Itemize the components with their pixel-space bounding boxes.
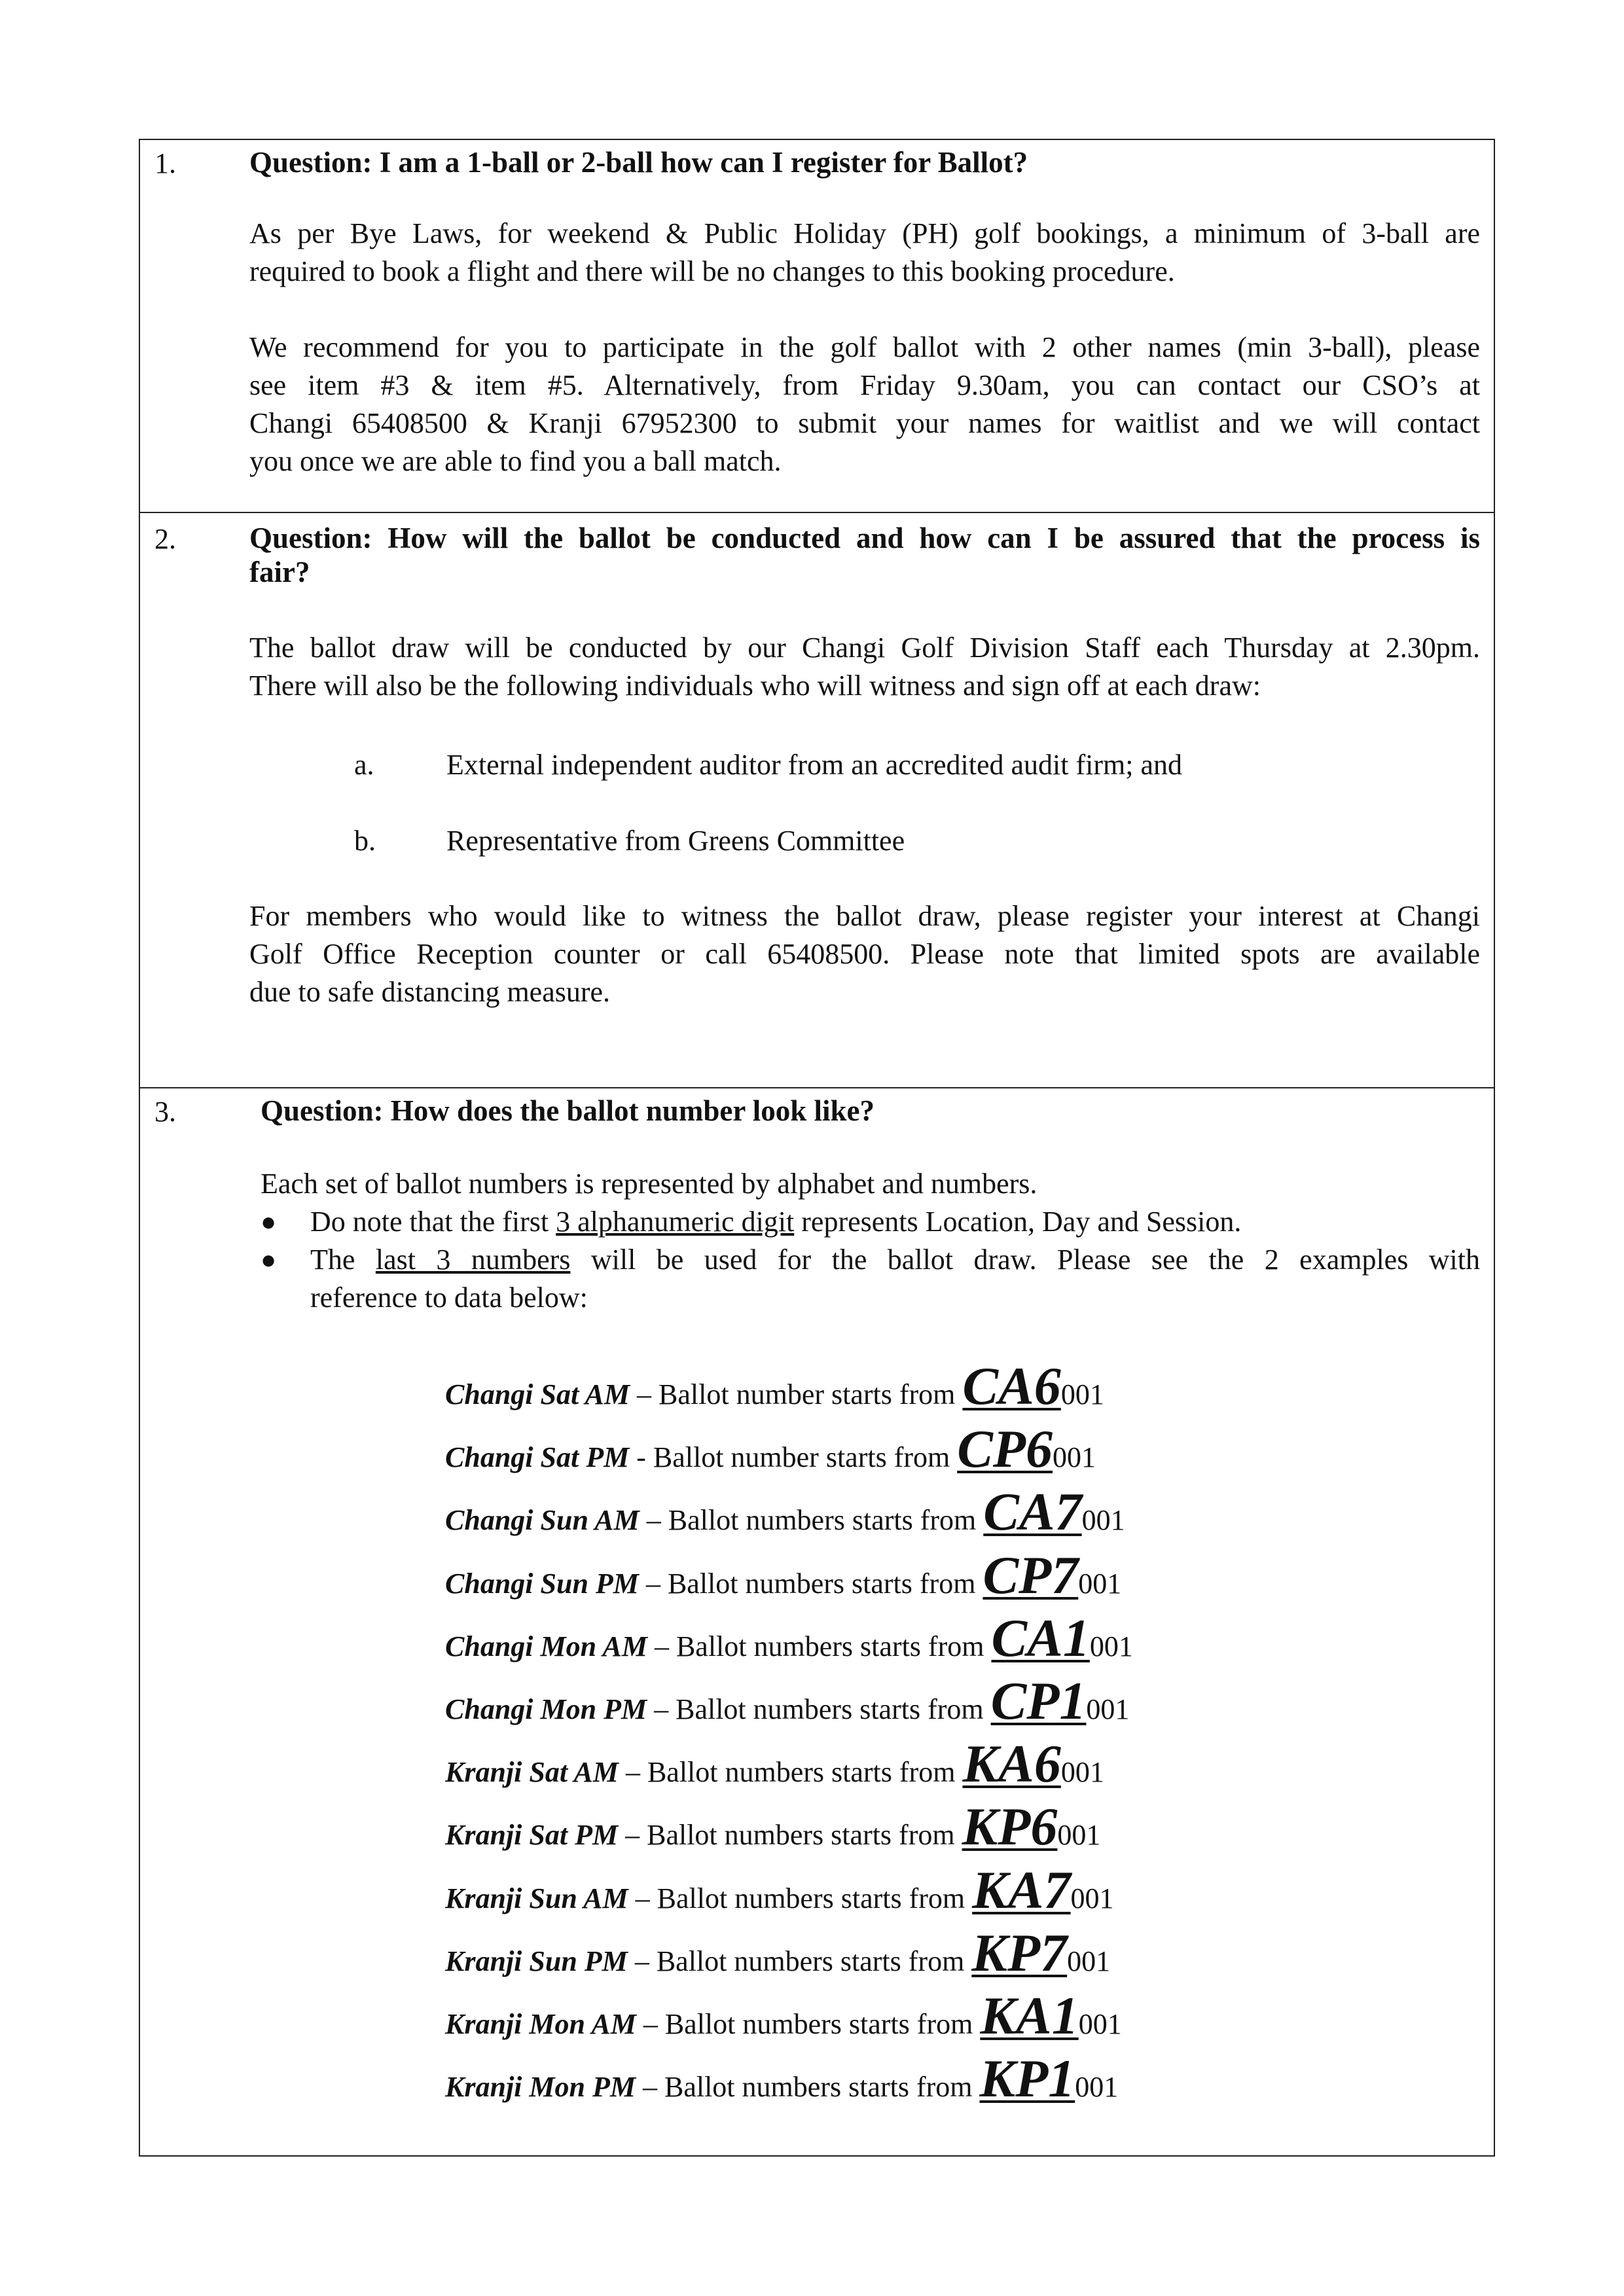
example-code: KA6 bbox=[962, 1734, 1061, 1793]
q3-bullet-1 bbox=[310, 1203, 1241, 1241]
example-location: Changi Sat AM bbox=[445, 1378, 630, 1410]
example-description: – Ballot number starts from bbox=[630, 1378, 963, 1410]
example-location: Kranji Sun AM bbox=[445, 1882, 628, 1914]
example-code: KP7 bbox=[971, 1923, 1068, 1982]
example-code: CA7 bbox=[983, 1482, 1082, 1541]
ballot-example-row bbox=[445, 1923, 1111, 1982]
example-code: KP1 bbox=[979, 2049, 1075, 2108]
ballot-example-row bbox=[445, 1671, 1130, 1731]
q1-question: Question: I am a 1-ball or 2-ball how can I register for Ballot? bbox=[249, 146, 1028, 179]
example-code: CP7 bbox=[983, 1545, 1079, 1605]
example-description: – Ballot numbers starts from bbox=[628, 1882, 973, 1914]
q2-number: 2. bbox=[154, 523, 176, 555]
q2-item-b-text: Representative from Greens Committee bbox=[446, 825, 905, 857]
example-code: CP6 bbox=[957, 1419, 1053, 1479]
example-suffix: 001 bbox=[1053, 1441, 1096, 1473]
q2-para1-line: The ballot draw will be conducted by our Changi Golf Division Staff each Thursday at 2.30pm. bbox=[249, 632, 1480, 664]
example-suffix: 001 bbox=[1057, 1819, 1101, 1851]
ballot-example-row bbox=[445, 1482, 1125, 1541]
example-code: CP1 bbox=[990, 1671, 1087, 1731]
example-location: Changi Mon AM bbox=[445, 1630, 647, 1662]
ballot-example-row bbox=[445, 1608, 1133, 1668]
example-suffix: 001 bbox=[1060, 1756, 1104, 1788]
ballot-example-row bbox=[445, 1986, 1122, 2045]
q2-question-line: Question: How will the ballot be conducted and how can I be assured that the process is bbox=[249, 522, 1480, 554]
ballot-example-row bbox=[445, 2049, 1119, 2108]
example-description: – Ballot numbers starts from bbox=[647, 1693, 991, 1725]
ballot-example-row bbox=[445, 1734, 1104, 1793]
ballot-example-row bbox=[445, 1419, 1096, 1479]
q3-bullet2-pre: The bbox=[310, 1244, 376, 1276]
row-divider-2 bbox=[140, 1087, 1494, 1088]
example-description: - Ballot number starts from bbox=[629, 1441, 958, 1473]
bullet-icon: ● bbox=[261, 1207, 277, 1236]
example-code: CA6 bbox=[962, 1356, 1061, 1416]
example-description: – Ballot numbers starts from bbox=[627, 1945, 972, 1977]
q2-item-b-marker: b. bbox=[354, 825, 376, 857]
bullet-icon: ● bbox=[261, 1245, 277, 1274]
example-suffix: 001 bbox=[1086, 1693, 1130, 1725]
example-description: – Ballot numbers starts from bbox=[639, 1504, 984, 1536]
q1-number: 1. bbox=[154, 147, 176, 179]
example-suffix: 001 bbox=[1067, 1945, 1111, 1977]
q1-para1-line: required to book a flight and there will be no changes to this booking procedure. bbox=[249, 255, 1175, 287]
example-location: Changi Sun AM bbox=[445, 1504, 640, 1536]
example-location: Changi Mon PM bbox=[445, 1693, 647, 1725]
example-suffix: 001 bbox=[1081, 1504, 1125, 1536]
q2-para2-line: For members who would like to witness the ballot draw, please register your interest at Changi bbox=[249, 900, 1480, 932]
example-location: Kranji Sat PM bbox=[445, 1819, 619, 1851]
q1-para1-line: As per Bye Laws, for weekend & Public Holiday (PH) golf bookings, a minimum of 3-ball are bbox=[249, 217, 1480, 249]
ballot-example-row bbox=[445, 1545, 1122, 1605]
q3-number: 3. bbox=[154, 1096, 176, 1128]
q3-bullet2-underlined: last 3 numbers bbox=[375, 1244, 571, 1276]
example-description: – Ballot numbers starts from bbox=[638, 1568, 983, 1600]
q2-item-a-marker: a. bbox=[354, 749, 374, 781]
example-code: KA7 bbox=[972, 1860, 1071, 1920]
example-description: – Ballot numbers starts from bbox=[647, 1630, 992, 1662]
example-location: Changi Sat PM bbox=[445, 1441, 630, 1473]
example-suffix: 001 bbox=[1089, 1630, 1133, 1662]
example-location: Kranji Mon AM bbox=[445, 2008, 636, 2040]
row-divider-1 bbox=[140, 512, 1494, 513]
q1-para2-line: you once we are able to find you a ball match. bbox=[249, 445, 782, 477]
q3-bullet1-pre: Do note that the first bbox=[310, 1206, 556, 1238]
q2-para1-line: There will also be the following individuals who will witness and sign off at each draw: bbox=[249, 670, 1261, 702]
q2-question bbox=[249, 521, 1480, 589]
q1-paragraph-2 bbox=[249, 329, 1480, 480]
q3-intro: Each set of ballot numbers is represented by alphabet and numbers. bbox=[261, 1168, 1038, 1200]
q1-para2-line: see item #3 & item #5. Alternatively, from Friday 9.30am, you can contact our CSO’s at bbox=[249, 369, 1480, 401]
q1-para2-line: We recommend for you to participate in the golf ballot with 2 other names (min 3-ball), please bbox=[249, 331, 1480, 363]
example-description: – Ballot numbers starts from bbox=[636, 2008, 981, 2040]
ballot-example-row bbox=[445, 1797, 1101, 1856]
q2-para2-line: due to safe distancing measure. bbox=[249, 976, 611, 1008]
example-code: KP6 bbox=[962, 1797, 1058, 1856]
example-suffix: 001 bbox=[1060, 1378, 1104, 1410]
q1-para2-line: Changi 65408500 & Kranji 67952300 to submit your names for waitlist and we will contact bbox=[249, 407, 1480, 439]
q2-para2-line: Golf Office Reception counter or call 65408500. Please note that limited spots are available bbox=[249, 938, 1480, 970]
ballot-example-row bbox=[445, 1860, 1114, 1920]
ballot-example-row bbox=[445, 1356, 1104, 1416]
q2-question-line: fair? bbox=[249, 556, 310, 588]
example-code: CA1 bbox=[991, 1608, 1090, 1668]
q3-bullet1-underlined: 3 alphanumeric digit bbox=[556, 1206, 795, 1238]
example-suffix: 001 bbox=[1070, 1882, 1114, 1914]
example-code: KA1 bbox=[980, 1986, 1079, 2045]
q3-question: Question: How does the ballot number look like? bbox=[261, 1094, 875, 1127]
example-description: – Ballot numbers starts from bbox=[618, 1819, 962, 1851]
example-location: Kranji Mon PM bbox=[445, 2071, 636, 2103]
example-description: – Ballot numbers starts from bbox=[618, 1756, 963, 1788]
q3-bullet2-line2: reference to data below: bbox=[310, 1282, 588, 1314]
q3-bullet1-post: represents Location, Day and Session. bbox=[794, 1206, 1242, 1238]
q3-bullet2-post: will be used for the ballot draw. Please see the 2 examples with bbox=[570, 1244, 1481, 1276]
example-description: – Ballot numbers starts from bbox=[635, 2071, 980, 2103]
example-suffix: 001 bbox=[1075, 2071, 1119, 2103]
example-location: Kranji Sat AM bbox=[445, 1756, 619, 1788]
q2-item-a-text: External independent auditor from an accredited audit firm; and bbox=[446, 749, 1182, 781]
example-location: Kranji Sun PM bbox=[445, 1945, 628, 1977]
q2-paragraph-2 bbox=[249, 897, 1480, 1011]
q3-bullet-2 bbox=[310, 1241, 1480, 1317]
example-suffix: 001 bbox=[1078, 1568, 1122, 1600]
example-suffix: 001 bbox=[1078, 2008, 1122, 2040]
q2-paragraph-1 bbox=[249, 629, 1480, 705]
example-location: Changi Sun PM bbox=[445, 1568, 639, 1600]
q1-paragraph-1 bbox=[249, 215, 1480, 291]
